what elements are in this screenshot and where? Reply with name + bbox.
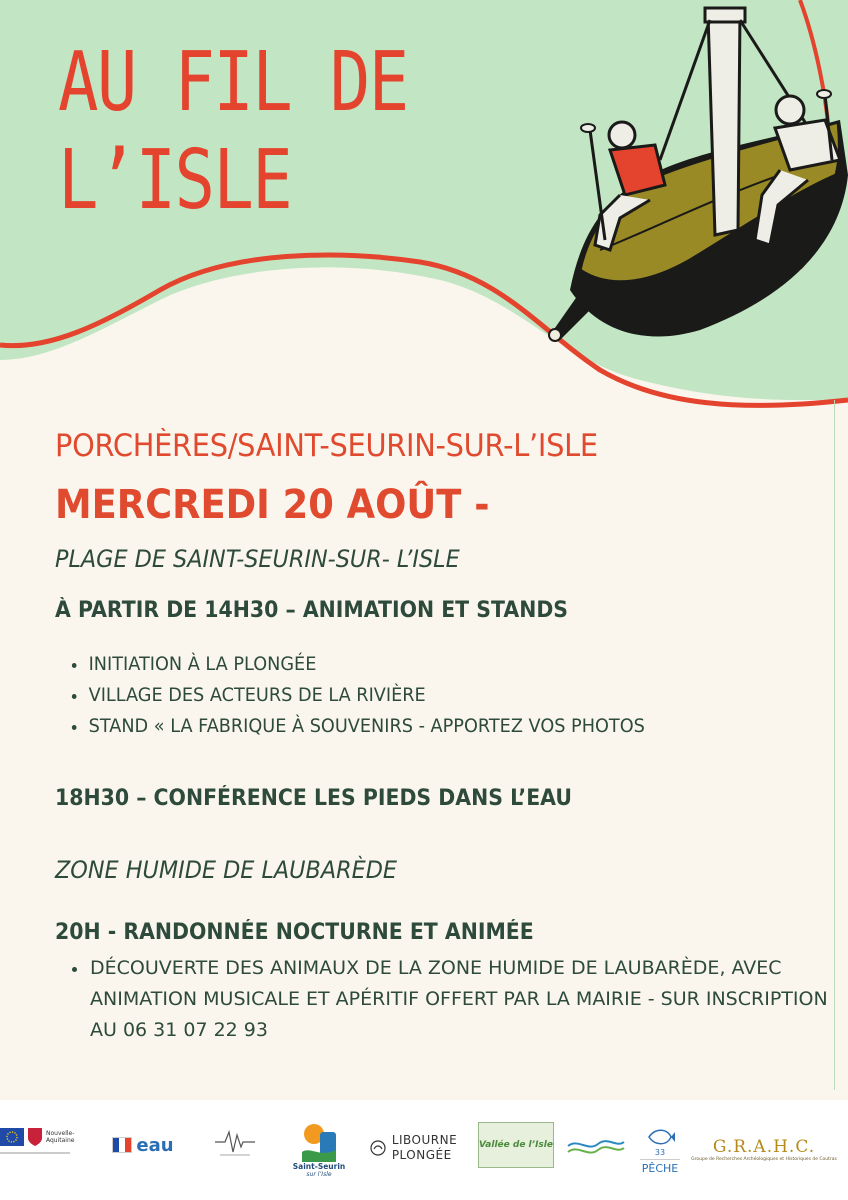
venue-wetland: ZONE HUMIDE DE LAUBARÈDE <box>55 856 398 884</box>
logo-region <box>0 1120 80 1162</box>
logo-peche <box>636 1114 684 1186</box>
list-item: INITIATION À LA PLONGÉE <box>70 649 645 680</box>
section-evening-heading: 20H - RANDONNÉE NOCTURNE ET ANIMÉE <box>55 920 534 945</box>
diver-icon <box>370 1139 386 1157</box>
vallee-label: Vallée de l’Isle <box>479 1140 553 1150</box>
logo-bassin <box>565 1128 627 1162</box>
grahc-sub: Groupe de Recherches Archéologiques et Historiques de Coutras <box>691 1156 837 1162</box>
venue-beach: PLAGE DE SAINT-SEURIN-SUR- L’ISLE <box>55 545 460 573</box>
logo-grahc <box>691 1130 837 1168</box>
plongee-label: PLONGÉE <box>391 1148 452 1162</box>
title-line-1: AU FIL DE <box>58 35 408 130</box>
sun-icon <box>300 1122 338 1162</box>
logo-vallee-isle <box>478 1122 554 1168</box>
peche-num: 33 <box>654 1147 666 1157</box>
region-emblem-icon <box>28 1128 42 1146</box>
region-label: Nouvelle-Aquitaine <box>46 1130 75 1144</box>
peche-label: PÊCHE <box>641 1161 679 1175</box>
partner-logos <box>0 1100 848 1200</box>
frame-line <box>834 400 835 1090</box>
title-line-2: L’ISLE <box>58 133 292 228</box>
event-location: PORCHÈRES/SAINT-SEURIN-SUR-L’ISLE <box>55 428 598 464</box>
grahc-label: G.R.A.H.C. <box>712 1136 816 1157</box>
boat-illustration-icon <box>540 0 848 360</box>
eau-label: eau <box>136 1134 174 1156</box>
section-conference-heading: 18H30 – CONFÉRENCE LES PIEDS DANS L’EAU <box>55 786 573 811</box>
section-afternoon-heading: À PARTIR DE 14H30 – ANIMATION ET STANDS <box>55 598 569 623</box>
waves-icon <box>566 1132 626 1158</box>
eu-flag-icon <box>0 1128 24 1146</box>
fish-icon <box>645 1126 675 1148</box>
list-item: VILLAGE DES ACTEURS DE LA RIVIÈRE <box>70 680 645 711</box>
evening-activities-list <box>70 953 830 1046</box>
logo-eau <box>108 1130 178 1160</box>
saint-seurin-sub: sur l’Isle <box>306 1171 332 1178</box>
logo-collectif <box>212 1122 257 1162</box>
saint-seurin-label: Saint-Seurin <box>292 1162 346 1171</box>
heartbeat-icon <box>215 1127 255 1157</box>
libourne-label: LIBOURNE <box>391 1133 458 1147</box>
list-item: DÉCOUVERTE DES ANIMAUX DE LA ZONE HUMIDE DE LAUBARÈDE, AVEC ANIMATION MUSICALE ET APÉRITIF OFFERT PAR LA MAIRIE - SUR INSCRIPTION AU 06 31 07 22 93 <box>70 953 830 1046</box>
poster-title <box>58 34 408 230</box>
list-item: STAND « LA FABRIQUE À SOUVENIRS - APPORTEZ VOS PHOTOS <box>70 711 645 742</box>
event-date: MERCREDI 20 AOÛT - <box>55 482 490 528</box>
logo-libourne-plongee <box>366 1130 461 1166</box>
afternoon-activities-list <box>70 649 645 742</box>
logo-saint-seurin <box>292 1112 346 1188</box>
